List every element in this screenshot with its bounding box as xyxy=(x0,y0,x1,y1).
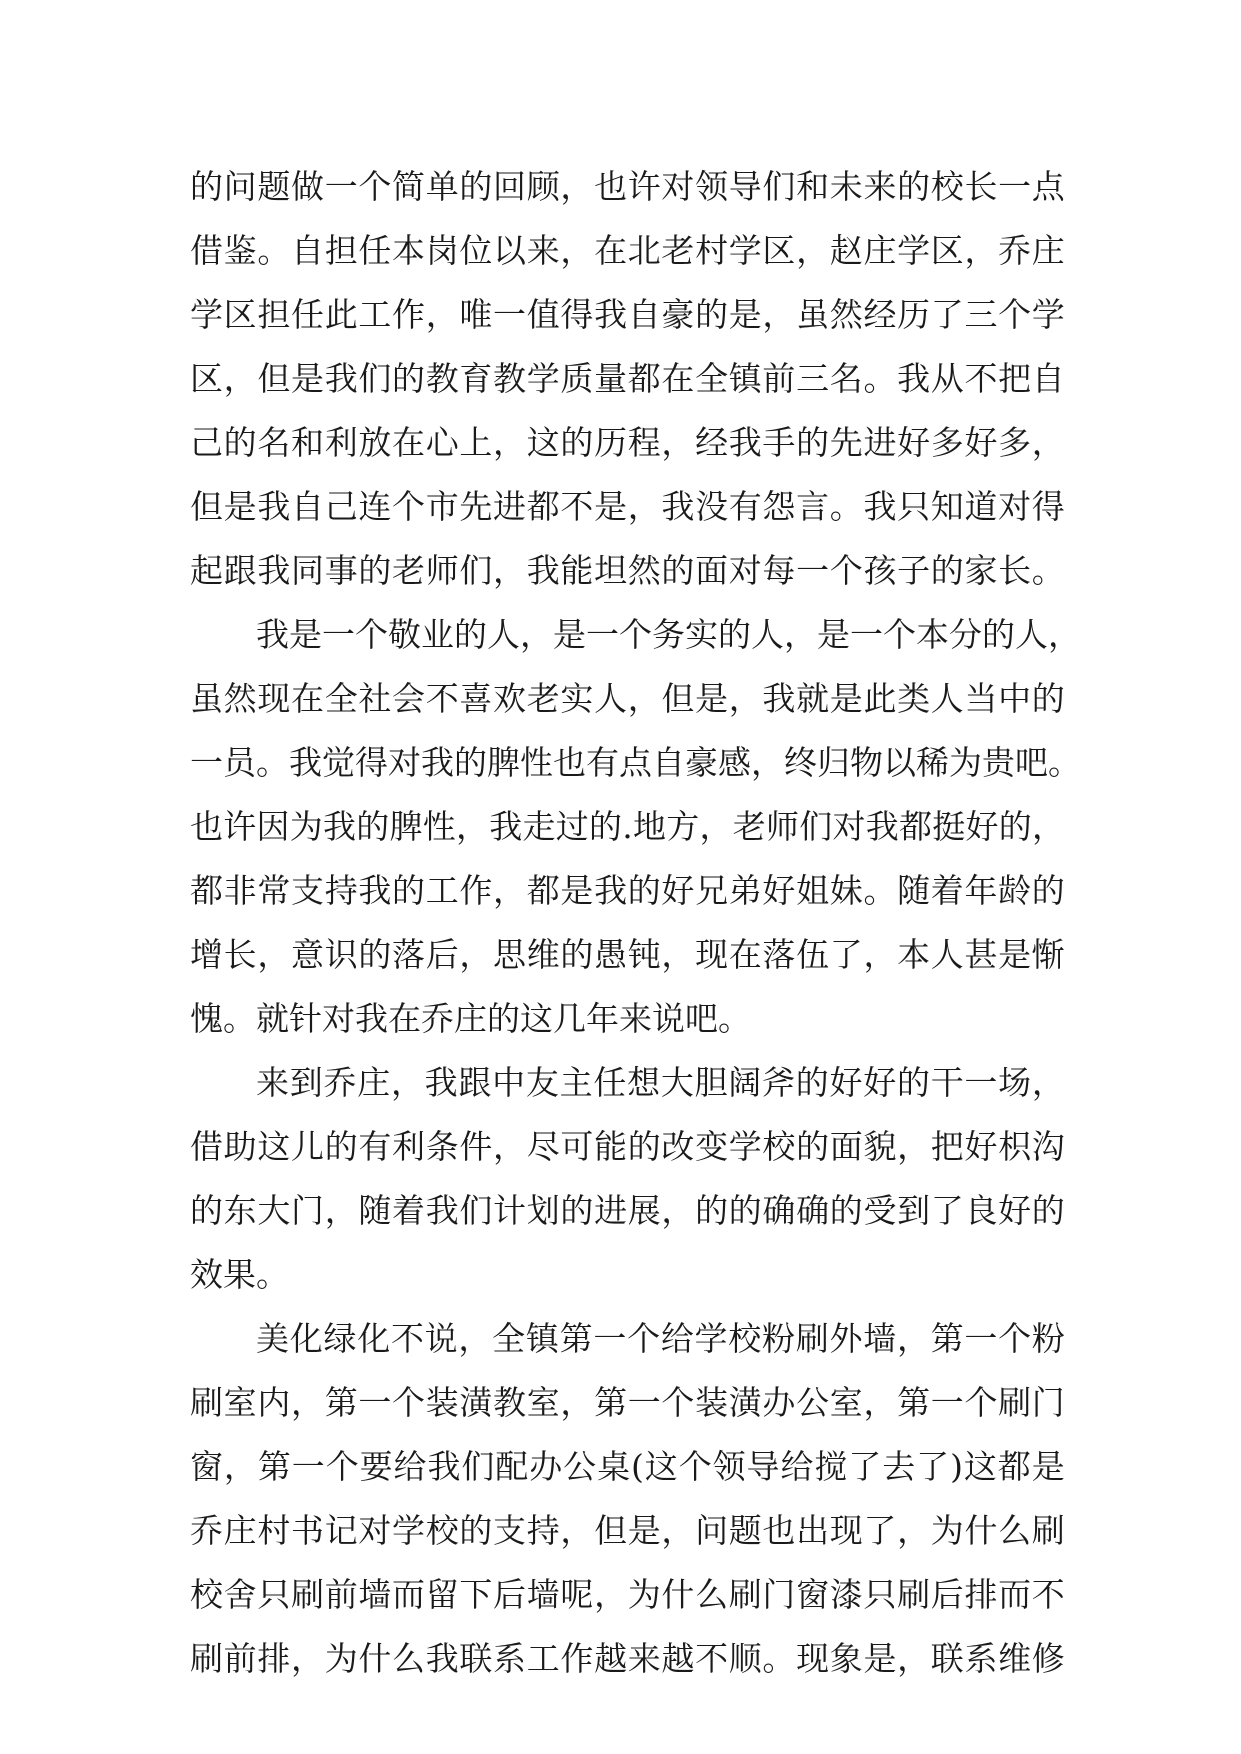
text-line: 美 化 绿 化 不 说 ， 全 镇 第 一 个 给 学 校 粉 刷 外 墙 ， 第 一 个 粉 xyxy=(256,1319,1065,1358)
text-line: 的 东 大 门 ， 随 着 我 们 计 划 的 进 展 ， 的 的 确 确 的 受 到 了 良 好 的 xyxy=(190,1191,1065,1230)
text-line: 学 区 担 任 此 工 作 ， 唯 一 值 得 我 自 豪 的 是 ， 虽 然 经 历 了 三 个 学 xyxy=(190,295,1065,334)
text-line: 乔 庄 村 书 记 对 学 校 的 支 持 ， 但 是 ， 问 题 也 出 现 了 ， 为 什 么 刷 xyxy=(190,1511,1065,1550)
text-line: 效果。 xyxy=(190,1255,289,1294)
text-line: 校 舍 只 刷 前 墙 而 留 下 后 墙 呢 ， 为 什 么 刷 门 窗 漆 只 刷 后 排 而 不 xyxy=(190,1575,1065,1614)
text-line: 也 许 因 为 我 的 脾 性 ， 我 走 过 的 . 地 方 ， 老 师 们 对 我 都 挺 好 的 ， xyxy=(190,807,1065,846)
text-line: 借 助 这 儿 的 有 利 条 件 ， 尽 可 能 的 改 变 学 校 的 面 貌 ， 把 好 枳 沟 xyxy=(190,1127,1065,1166)
text-line: 但 是 我 自 己 连 个 市 先 进 都 不 是 ， 我 没 有 怨 言 。 我 只 知 道 对 得 xyxy=(190,487,1065,526)
text-line: 起 跟 我 同 事 的 老 师 们 ， 我 能 坦 然 的 面 对 每 一 个 孩 子 的 家 长 。 xyxy=(190,551,1065,590)
text-line: 的 问 题 做 一 个 简 单 的 回 顾 ， 也 许 对 领 导 们 和 未 来 的 校 长 一 点 xyxy=(190,167,1065,206)
text-line: 窗 ， 第 一 个 要 给 我 们 配 办 公 桌 ( 这 个 领 导 给 搅 了 去 了 ) 这 都 是 xyxy=(190,1447,1065,1486)
text-line: 都 非 常 支 持 我 的 工 作 ， 都 是 我 的 好 兄 弟 好 姐 妹 。 随 着 年 龄 的 xyxy=(190,871,1065,910)
body-text xyxy=(190,155,1081,1691)
text-line: 增 长 ， 意 识 的 落 后 ， 思 维 的 愚 钝 ， 现 在 落 伍 了 ， 本 人 甚 是 惭 xyxy=(190,935,1065,974)
text-line: 借 鉴 。 自 担 任 本 岗 位 以 来 ， 在 北 老 村 学 区 ， 赵 庄 学 区 ， 乔 庄 xyxy=(190,231,1065,270)
text-line: 区 ， 但 是 我 们 的 教 育 教 学 质 量 都 在 全 镇 前 三 名 。 我 从 不 把 自 xyxy=(190,359,1065,398)
text-line: 一 员 。 我 觉 得 对 我 的 脾 性 也 有 点 自 豪 感 ， 终 归 物 以 稀 为 贵 吧 。 xyxy=(190,743,1081,782)
text-line: 刷 室 内 ， 第 一 个 装 潢 教 室 ， 第 一 个 装 潢 办 公 室 ， 第 一 个 刷 门 xyxy=(190,1383,1065,1422)
text-line: 来 到 乔 庄 ， 我 跟 中 友 主 任 想 大 胆 阔 斧 的 好 好 的 干 一 场 ， xyxy=(256,1063,1065,1102)
text-line: 我 是 一 个 敬 业 的 人 ， 是 一 个 务 实 的 人 ， 是 一 个 本 分 的 人 ， xyxy=(256,615,1081,654)
text-line: 虽 然 现 在 全 社 会 不 喜 欢 老 实 人 ， 但 是 ， 我 就 是 此 类 人 当 中 的 xyxy=(190,679,1065,718)
text-line: 刷 前 排 ， 为 什 么 我 联 系 工 作 越 来 越 不 顺 。 现 象 是 ， 联 系 维 修 xyxy=(190,1639,1065,1678)
text-line: 己 的 名 和 利 放 在 心 上 ， 这 的 历 程 ， 经 我 手 的 先 进 好 多 好 多 ， xyxy=(190,423,1065,462)
text-line: 愧。就针对我在乔庄的这几年来说吧。 xyxy=(190,999,751,1038)
